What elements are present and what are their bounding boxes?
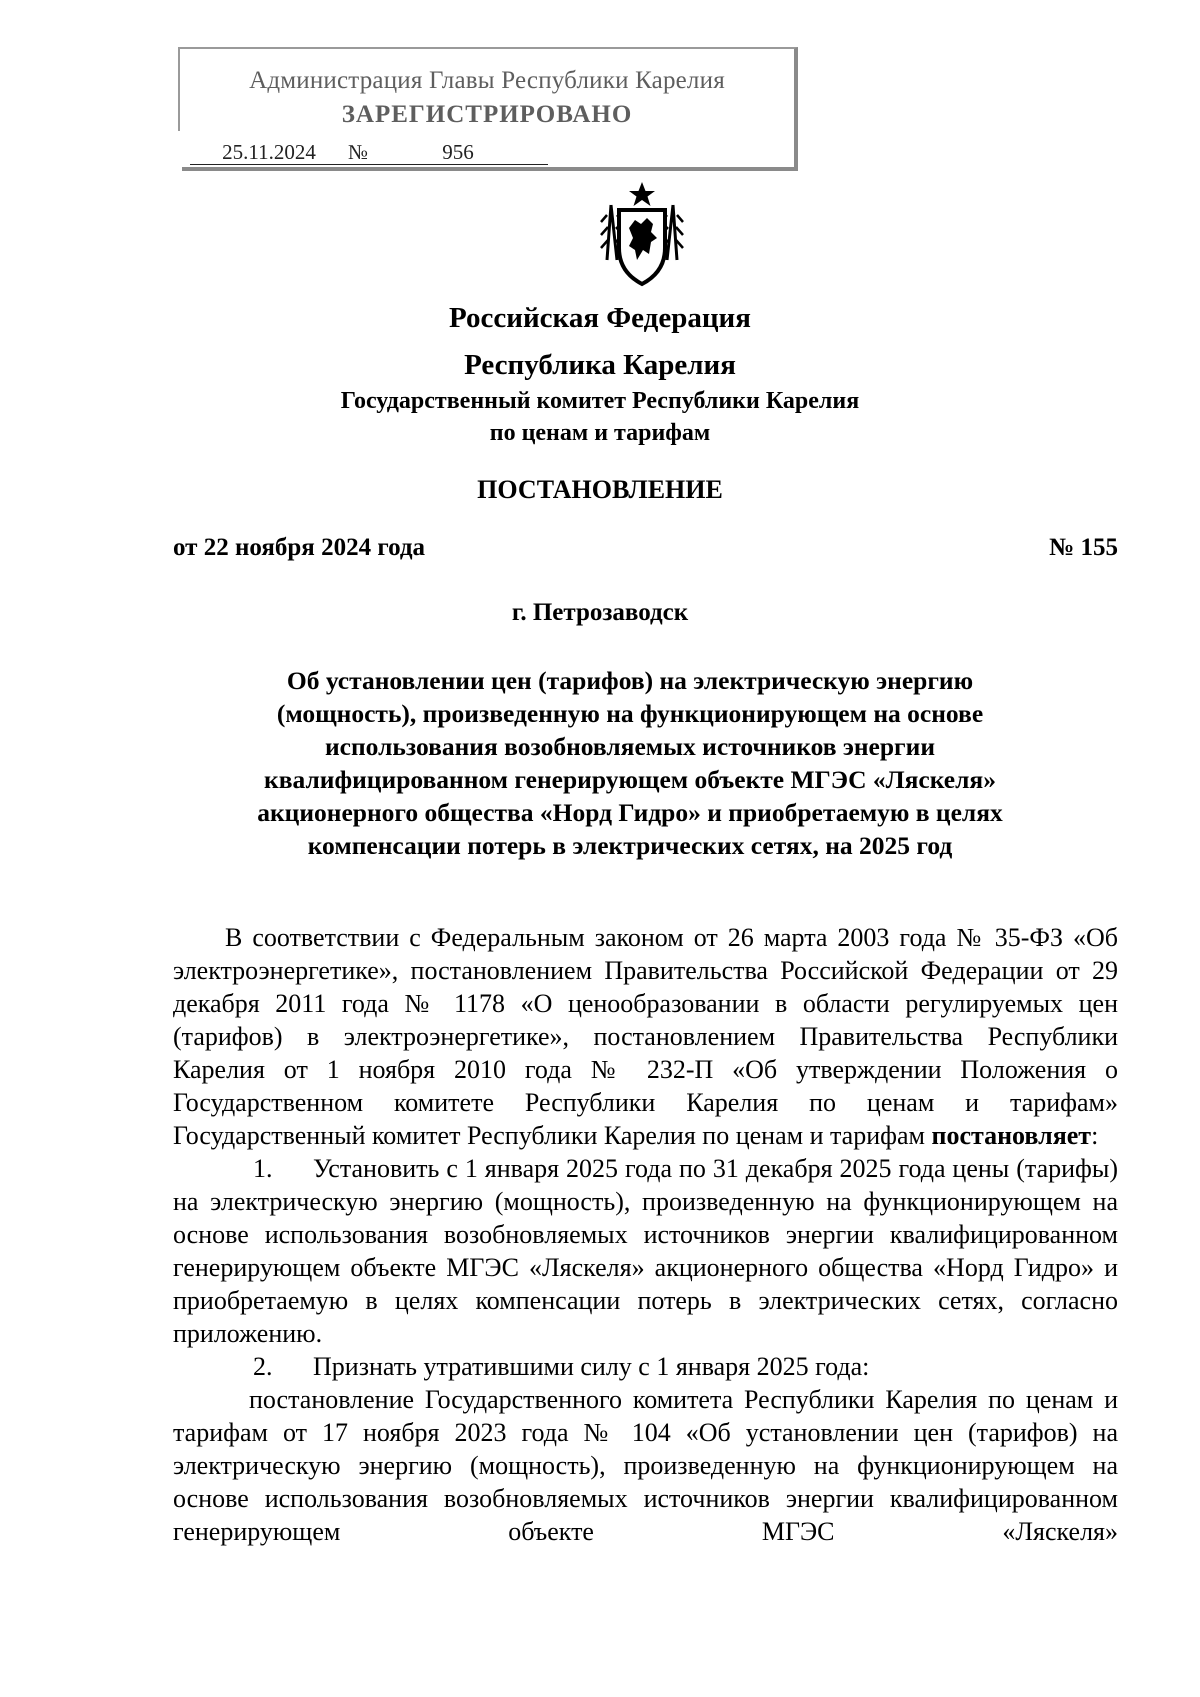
title-line: акционерного общества «Норд Гидро» и приобретаемую в целях [257,798,1003,827]
country-heading: Российская Федерация [449,302,751,334]
document-number: № 155 [1049,534,1118,561]
document-body [173,921,1118,1548]
item-number: 1. [253,1154,273,1183]
resolution-item-2 [173,1350,1118,1383]
document-type: ПОСТАНОВЛЕНИЕ [477,475,723,504]
committee-heading-line1: Государственный комитет Республики Карелия [340,388,860,414]
title-line: компенсации потерь в электрических сетях, на 2025 год [307,831,953,860]
repealed-act-text: постановление Государственного комитета Республики Карелия по ценам и тарифам от 17 ноября 2023 года № 104 «Об установлении цен (тарифов) на электрическую энергию (мощность), произведенную на функционирующем на основе использования возобновляемых источников энергии квалифицированном генерирующем объекте МГЭС «Ляскеля» [173,1385,1118,1546]
stamp-registration-line [190,140,548,165]
stamp-border-gap [176,131,182,183]
title-line: (мощность), произведенную на функционирующем на основе [276,699,984,728]
repealed-act-paragraph [173,1383,1118,1548]
title-line: использования возобновляемых источников энергии [324,732,936,761]
stamp-number-sign: № [348,140,369,164]
item-text: Признать утратившими силу с 1 января 2025 года: [313,1352,870,1381]
republic-heading: Республика Карелия [464,349,736,381]
document-city: г. Петрозаводск [511,599,689,626]
document-title [240,664,1020,862]
stamp-number: 956 [368,140,548,165]
preamble-colon: : [1091,1121,1099,1150]
coat-of-arms-icon [597,180,687,290]
stamp-status: ЗАРЕГИСТРИРОВАНО [341,101,633,128]
resolves-word: постановляет [931,1121,1092,1150]
document-date: от 22 ноября 2024 года [173,534,425,561]
stamp-date: 25.11.2024 [190,140,348,165]
stamp-organization: Администрация Главы Республики Карелия [249,67,725,94]
resolution-item-1 [173,1152,1118,1350]
date-number-line [173,534,1118,562]
preamble-paragraph [173,921,1118,1152]
item-text: Установить с 1 января 2025 года по 31 декабря 2025 года цены (тарифы) на электрическую энергию (мощность), произведенную на функционирующем на основе использования возобновляемых источников энергии квалифицированном генерирующем объекте МГЭС «Ляскеля» акционерного общества «Норд Гидро» и приобретаемую в целях компенсации потерь в электрических сетях, согласно приложению. [173,1154,1118,1348]
title-line: Об установлении цен (тарифов) на электрическую энергию [286,666,974,695]
title-line: квалифицированном генерирующем объекте МГЭС «Ляскеля» [264,765,996,794]
item-number: 2. [253,1352,273,1381]
committee-heading-line2: по ценам и тарифам [489,420,711,446]
preamble-text: В соответствии с Федеральным законом от 26 марта 2003 года № 35-ФЗ «Об электроэнергетике», постановлением Правительства Российской Федерации от 29 декабря 2011 года № 1178 «О ценообразовании в области регулируемых цен (тарифов) в электроэнергетике», постановлением Правительства Республики Карелия от 1 ноября 2010 года № 232-П «Об утверждении Положения о Государственном комитете Республики Карелия по ценам и тарифам» Государственный комитет Республики Карелия по ценам и тарифам [173,923,1118,1150]
